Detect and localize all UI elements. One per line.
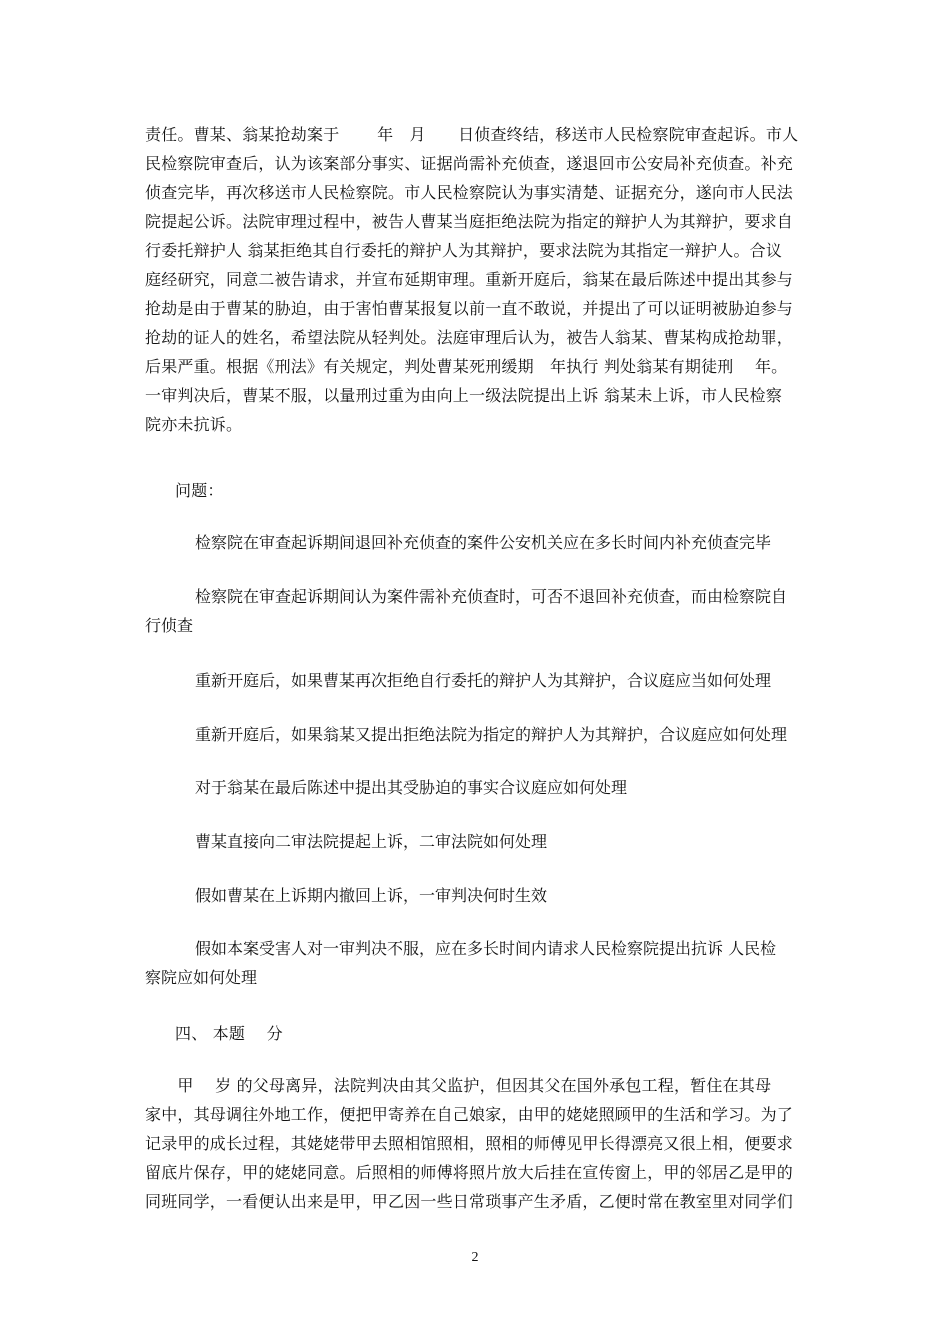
text-line: 一审判决后，曹某不服，以量刑过重为由向上一级法院提出上诉 翁某未上诉，市人民检察 <box>145 386 783 405</box>
text-line: 记录甲的成长过程，其姥姥带甲去照相馆照相，照相的师傅见甲长得漂亮又很上相，便要求 <box>145 1134 794 1153</box>
text-line: 行委托辩护人 翁某拒绝其自行委托的辩护人为其辩护，要求法院为其指定一辩护人。合议 <box>145 241 783 260</box>
text-line: 庭经研究，同意二被告请求，并宣布延期审理。重新开庭后，翁某在最后陈述中提出其参与 <box>145 270 794 289</box>
heading-text: 四、 本题 分 <box>175 1024 283 1043</box>
question-item <box>145 827 810 856</box>
text-line: 院亦未抗诉。 <box>145 415 243 434</box>
intro-paragraph <box>145 120 810 439</box>
text-line: 后果严重。根据《刑法》有关规定，判处曹某死刑缓期 年执行 判处翁某有期徒刑 年。 <box>145 357 788 376</box>
question-text: 对于翁某在最后陈述中提出其受胁迫的事实合议庭应如何处理 <box>195 778 628 797</box>
question-item <box>145 720 810 749</box>
question-text: 重新开庭后，如果曹某再次拒绝自行委托的辩护人为其辩护，合议庭应当如何处理 <box>195 671 772 690</box>
question-item <box>145 934 810 992</box>
text-line: 责任。曹某、翁某抢劫案于 年 月 日侦查终结，移送市人民检察院审查起诉。市人 <box>145 125 799 144</box>
question-text: 检察院在审查起诉期间退回补充侦查的案件公安机关应在多长时间内补充侦查完毕 <box>195 533 772 552</box>
question-item <box>145 528 810 557</box>
question-text: 行侦查 <box>145 616 194 635</box>
heading-text: 问题： <box>175 481 224 500</box>
page-number: 2 <box>471 1250 479 1265</box>
question-text: 假如曹某在上诉期内撤回上诉，一审判决何时生效 <box>195 886 548 905</box>
questions-heading <box>175 476 840 505</box>
text-line: 抢劫是由于曹某的胁迫，由于害怕曹某报复以前一直不敢说，并提出了可以证明被胁迫参与 <box>145 299 794 318</box>
section-heading <box>175 1019 840 1048</box>
question-text: 假如本案受害人对一审判决不服，应在多长时间内请求人民检察院提出抗诉 人民检 <box>195 939 777 958</box>
text-line: 民检察院审查后，认为该案部分事实、证据尚需补充侦查，遂退回市公安局补充侦查。补充 <box>145 154 794 173</box>
question-text: 检察院在审查起诉期间认为案件需补充侦查时，可否不退回补充侦查，而由检察院自 <box>195 587 788 606</box>
question-item <box>145 582 810 640</box>
text-line: 抢劫的证人的姓名，希望法院从轻判处。法庭审理后认为，被告人翁某、曹某构成抢劫罪， <box>145 328 794 347</box>
question-text: 曹某直接向二审法院提起上诉，二审法院如何处理 <box>195 832 548 851</box>
question-item <box>145 881 810 910</box>
question-text: 察院应如何处理 <box>145 968 258 987</box>
question-item <box>145 666 810 695</box>
question-item <box>145 773 810 802</box>
text-line: 院提起公诉。法院审理过程中，被告人曹某当庭拒绝法院为指定的辩护人为其辩护，要求自 <box>145 212 794 231</box>
text-line: 侦查完毕，再次移送市人民检察院。市人民检察院认为事实清楚、证据充分，遂向市人民法 <box>145 183 794 202</box>
question-text: 重新开庭后，如果翁某又提出拒绝法院为指定的辩护人为其辩护，合议庭应如何处理 <box>195 725 788 744</box>
text-line: 同班同学，一看便认出来是甲，甲乙因一些日常琐事产生矛盾，乙便时常在教室里对同学们 <box>145 1192 794 1211</box>
case-paragraph <box>145 1071 810 1216</box>
text-line: 甲 岁 的父母离异，法院判决由其父监护，但因其父在国外承包工程，暂住在其母 <box>145 1076 772 1095</box>
text-line: 留底片保存，甲的姥姥同意。后照相的师傅将照片放大后挂在宣传窗上，甲的邻居乙是甲的 <box>145 1163 794 1182</box>
text-line: 家中，其母调往外地工作，便把甲寄养在自己娘家，由甲的姥姥照顾甲的生活和学习。为了 <box>145 1105 794 1124</box>
